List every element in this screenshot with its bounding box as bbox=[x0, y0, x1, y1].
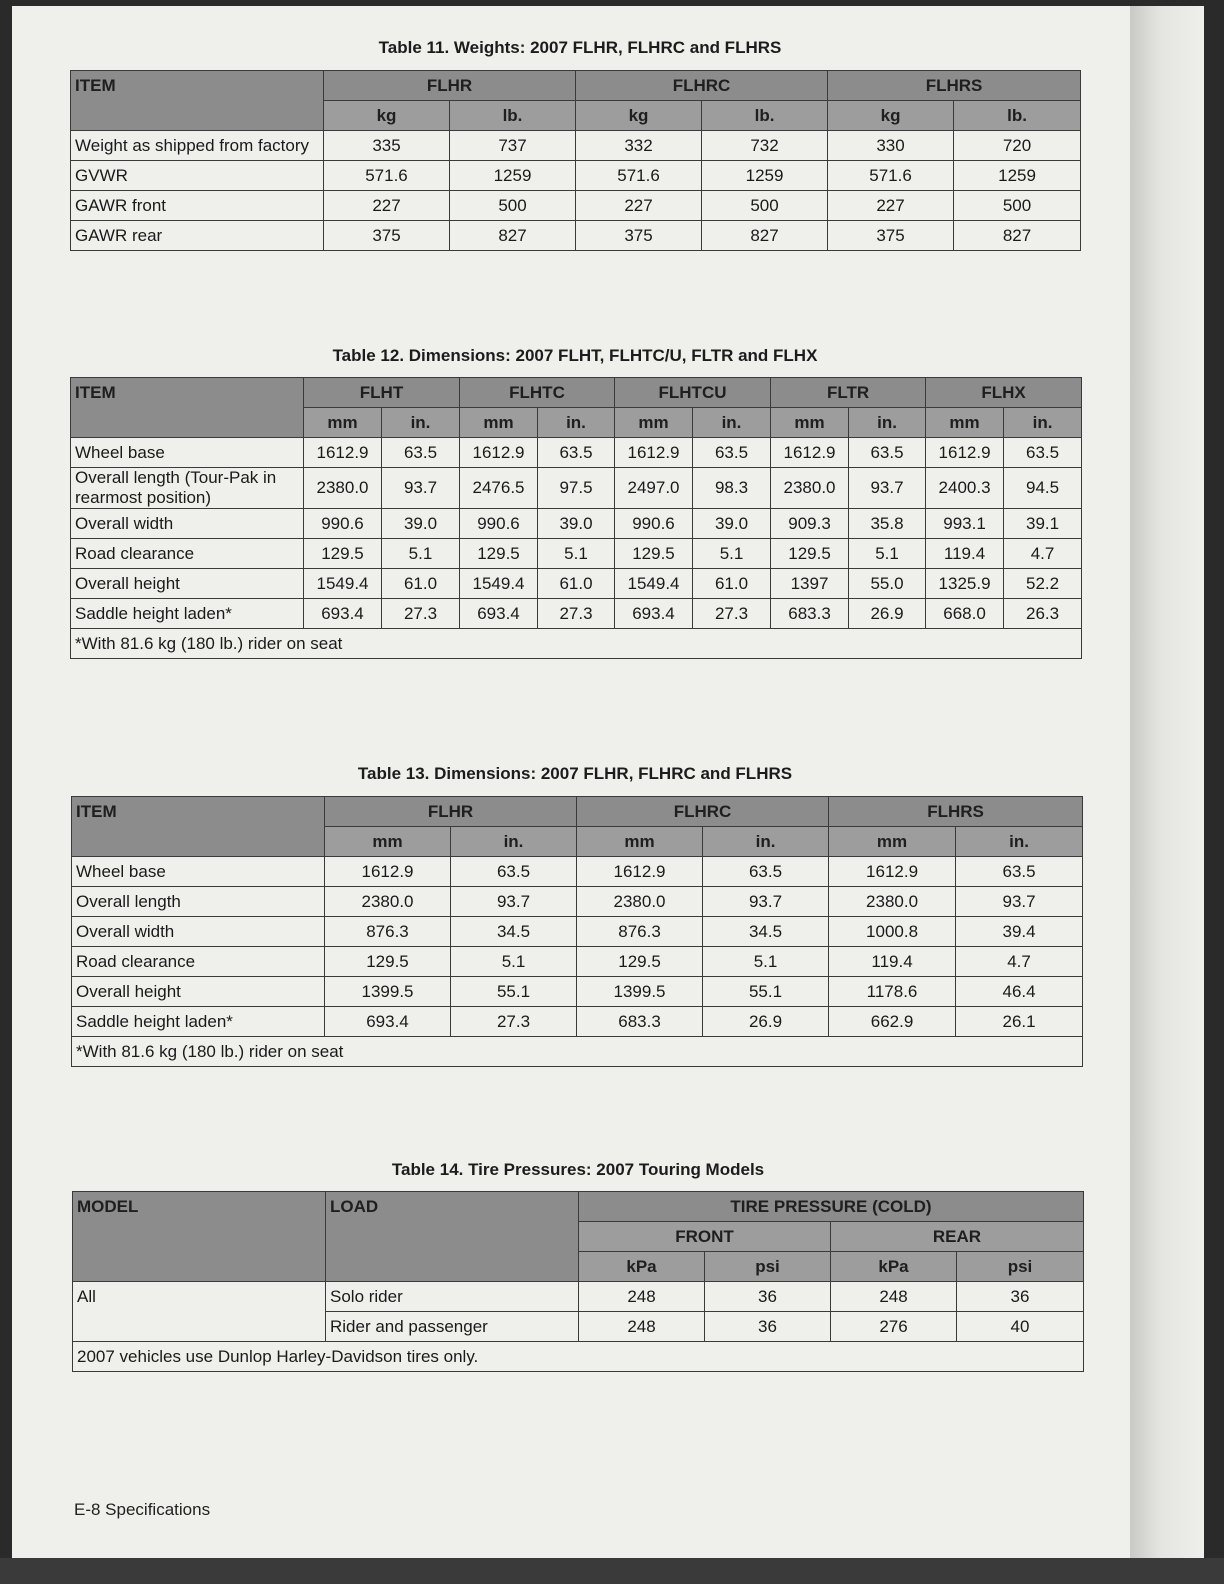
value-cell: 1399.5 bbox=[577, 977, 703, 1007]
value-cell: 2380.0 bbox=[829, 887, 956, 917]
value-cell: 5.1 bbox=[382, 539, 460, 569]
value-cell: 332 bbox=[576, 131, 702, 161]
value-cell: 61.0 bbox=[693, 569, 771, 599]
table-row bbox=[71, 131, 1081, 161]
row-item-label: Wheel base bbox=[71, 438, 304, 468]
rear-header: REAR bbox=[831, 1222, 1084, 1252]
value-cell: 55.0 bbox=[849, 569, 926, 599]
value-cell: 876.3 bbox=[325, 917, 451, 947]
table11-caption: Table 11. Weights: 2007 FLHR, FLHRC and FLHRS bbox=[378, 38, 782, 57]
value-cell: 571.6 bbox=[576, 161, 702, 191]
value-cell: 93.7 bbox=[451, 887, 577, 917]
value-cell: 39.0 bbox=[693, 509, 771, 539]
value-cell: 571.6 bbox=[324, 161, 450, 191]
value-cell: 662.9 bbox=[829, 1007, 956, 1037]
value-cell: 1612.9 bbox=[771, 438, 849, 468]
value-cell: 46.4 bbox=[956, 977, 1083, 1007]
unit-header: lb. bbox=[954, 101, 1081, 131]
value-cell: 26.9 bbox=[703, 1007, 829, 1037]
value-cell: 39.4 bbox=[956, 917, 1083, 947]
value-cell: 63.5 bbox=[703, 857, 829, 887]
value-cell: 693.4 bbox=[325, 1007, 451, 1037]
value-cell: 26.9 bbox=[849, 599, 926, 629]
model-header: FLTR bbox=[771, 378, 926, 408]
unit-header: mm bbox=[577, 827, 703, 857]
value-cell: 39.1 bbox=[1004, 509, 1082, 539]
value-cell: 129.5 bbox=[325, 947, 451, 977]
table-row bbox=[71, 161, 1081, 191]
value-cell: 330 bbox=[828, 131, 954, 161]
value-cell: 909.3 bbox=[771, 509, 849, 539]
table-row bbox=[72, 917, 1083, 947]
value-cell: 500 bbox=[450, 191, 576, 221]
value-cell: 1325.9 bbox=[926, 569, 1004, 599]
unit-header: in. bbox=[538, 408, 615, 438]
unit-header: lb. bbox=[702, 101, 828, 131]
value-cell: 1612.9 bbox=[926, 438, 1004, 468]
row-item-label: Overall length bbox=[72, 887, 325, 917]
value-cell: 63.5 bbox=[538, 438, 615, 468]
item-header: ITEM bbox=[72, 797, 325, 857]
value-cell: 63.5 bbox=[1004, 438, 1082, 468]
value-cell: 129.5 bbox=[304, 539, 382, 569]
value-cell: 990.6 bbox=[615, 509, 693, 539]
value-cell: 737 bbox=[450, 131, 576, 161]
value-cell: 26.1 bbox=[956, 1007, 1083, 1037]
model-header: FLHRC bbox=[577, 797, 829, 827]
tire-pressure-header: TIRE PRESSURE (COLD) bbox=[579, 1192, 1084, 1222]
table13 bbox=[71, 796, 1083, 1067]
value-cell: 63.5 bbox=[693, 438, 771, 468]
value-cell: 93.7 bbox=[956, 887, 1083, 917]
value-cell: 52.2 bbox=[1004, 569, 1082, 599]
unit-header: kg bbox=[324, 101, 450, 131]
unit-header: mm bbox=[615, 408, 693, 438]
unit-header: mm bbox=[460, 408, 538, 438]
value-cell: 63.5 bbox=[956, 857, 1083, 887]
table13-caption: Table 13. Dimensions: 2007 FLHR, FLHRC and FLHRS bbox=[357, 764, 793, 783]
value-cell: 1259 bbox=[954, 161, 1081, 191]
load-cell: Rider and passenger bbox=[326, 1312, 579, 1342]
value-cell: 375 bbox=[324, 221, 450, 251]
page-footer: E-8 Specifications bbox=[74, 1500, 211, 1519]
table-row bbox=[71, 569, 1082, 599]
value-cell: 1612.9 bbox=[577, 857, 703, 887]
value-cell: 1259 bbox=[702, 161, 828, 191]
row-item-label: GAWR rear bbox=[71, 221, 324, 251]
pressure-cell: 276 bbox=[831, 1312, 957, 1342]
value-cell: 2497.0 bbox=[615, 468, 693, 509]
value-cell: 93.7 bbox=[849, 468, 926, 509]
table12-footnote: *With 81.6 kg (180 lb.) rider on seat bbox=[71, 629, 1082, 659]
value-cell: 1397 bbox=[771, 569, 849, 599]
row-item-label: Overall length (Tour-Pak in rearmost position) bbox=[71, 468, 304, 509]
value-cell: 1399.5 bbox=[325, 977, 451, 1007]
value-cell: 2380.0 bbox=[771, 468, 849, 509]
value-cell: 27.3 bbox=[451, 1007, 577, 1037]
unit-header: lb. bbox=[450, 101, 576, 131]
value-cell: 990.6 bbox=[460, 509, 538, 539]
value-cell: 683.3 bbox=[577, 1007, 703, 1037]
value-cell: 93.7 bbox=[703, 887, 829, 917]
unit-header: in. bbox=[849, 408, 926, 438]
table13-footnote: *With 81.6 kg (180 lb.) rider on seat bbox=[72, 1037, 1083, 1067]
unit-header: mm bbox=[325, 827, 451, 857]
value-cell: 63.5 bbox=[451, 857, 577, 887]
value-cell: 94.5 bbox=[1004, 468, 1082, 509]
value-cell: 876.3 bbox=[577, 917, 703, 947]
front-header: FRONT bbox=[579, 1222, 831, 1252]
value-cell: 1612.9 bbox=[304, 438, 382, 468]
value-cell: 93.7 bbox=[382, 468, 460, 509]
value-cell: 55.1 bbox=[703, 977, 829, 1007]
model-header: FLHT bbox=[304, 378, 460, 408]
value-cell: 27.3 bbox=[382, 599, 460, 629]
unit-header: mm bbox=[926, 408, 1004, 438]
table-row bbox=[71, 599, 1082, 629]
pressure-cell: 248 bbox=[579, 1312, 705, 1342]
pressure-cell: 36 bbox=[705, 1282, 831, 1312]
value-cell: 61.0 bbox=[382, 569, 460, 599]
value-cell: 129.5 bbox=[577, 947, 703, 977]
value-cell: 1612.9 bbox=[615, 438, 693, 468]
value-cell: 1612.9 bbox=[829, 857, 956, 887]
item-header: ITEM bbox=[71, 71, 324, 131]
unit-header: in. bbox=[382, 408, 460, 438]
row-item-label: Overall height bbox=[71, 569, 304, 599]
unit-header: in. bbox=[451, 827, 577, 857]
model-header: FLHTCU bbox=[615, 378, 771, 408]
pressure-cell: 36 bbox=[957, 1282, 1084, 1312]
value-cell: 2380.0 bbox=[577, 887, 703, 917]
value-cell: 1259 bbox=[450, 161, 576, 191]
value-cell: 1549.4 bbox=[460, 569, 538, 599]
table14 bbox=[72, 1191, 1084, 1372]
value-cell: 55.1 bbox=[451, 977, 577, 1007]
value-cell: 61.0 bbox=[538, 569, 615, 599]
value-cell: 827 bbox=[954, 221, 1081, 251]
table-row bbox=[72, 977, 1083, 1007]
value-cell: 129.5 bbox=[460, 539, 538, 569]
table12-caption: Table 12. Dimensions: 2007 FLHT, FLHTC/U, FLTR and FLHX bbox=[332, 346, 818, 365]
row-item-label: Road clearance bbox=[71, 539, 304, 569]
unit-header: psi bbox=[957, 1252, 1084, 1282]
value-cell: 571.6 bbox=[828, 161, 954, 191]
unit-header: kg bbox=[576, 101, 702, 131]
row-item-label: Overall height bbox=[72, 977, 325, 1007]
table-row bbox=[71, 468, 1082, 509]
item-header: ITEM bbox=[71, 378, 304, 438]
row-item-label: GVWR bbox=[71, 161, 324, 191]
unit-header: kPa bbox=[579, 1252, 705, 1282]
value-cell: 720 bbox=[954, 131, 1081, 161]
table-row bbox=[71, 539, 1082, 569]
value-cell: 5.1 bbox=[849, 539, 926, 569]
model-header: FLHR bbox=[325, 797, 577, 827]
value-cell: 4.7 bbox=[1004, 539, 1082, 569]
value-cell: 693.4 bbox=[304, 599, 382, 629]
unit-header: in. bbox=[703, 827, 829, 857]
table-row bbox=[71, 438, 1082, 468]
row-item-label: Road clearance bbox=[72, 947, 325, 977]
value-cell: 693.4 bbox=[615, 599, 693, 629]
value-cell: 34.5 bbox=[703, 917, 829, 947]
value-cell: 227 bbox=[576, 191, 702, 221]
value-cell: 990.6 bbox=[304, 509, 382, 539]
table-row bbox=[72, 1007, 1083, 1037]
row-item-label: Weight as shipped from factory bbox=[71, 131, 324, 161]
load-header: LOAD bbox=[326, 1192, 579, 1282]
unit-header: psi bbox=[705, 1252, 831, 1282]
model-header: FLHRC bbox=[576, 71, 828, 101]
value-cell: 27.3 bbox=[538, 599, 615, 629]
value-cell: 335 bbox=[324, 131, 450, 161]
value-cell: 375 bbox=[576, 221, 702, 251]
model-header: FLHR bbox=[324, 71, 576, 101]
value-cell: 39.0 bbox=[538, 509, 615, 539]
value-cell: 119.4 bbox=[926, 539, 1004, 569]
value-cell: 1612.9 bbox=[325, 857, 451, 887]
value-cell: 129.5 bbox=[615, 539, 693, 569]
table14-caption: Table 14. Tire Pressures: 2007 Touring Models bbox=[391, 1160, 765, 1179]
value-cell: 5.1 bbox=[693, 539, 771, 569]
row-item-label: Overall width bbox=[71, 509, 304, 539]
unit-header: mm bbox=[304, 408, 382, 438]
value-cell: 5.1 bbox=[703, 947, 829, 977]
table-row bbox=[71, 221, 1081, 251]
model-header: FLHTC bbox=[460, 378, 615, 408]
value-cell: 1549.4 bbox=[615, 569, 693, 599]
model-header: FLHRS bbox=[829, 797, 1083, 827]
model-cell: All bbox=[73, 1282, 326, 1342]
value-cell: 668.0 bbox=[926, 599, 1004, 629]
value-cell: 375 bbox=[828, 221, 954, 251]
value-cell: 2380.0 bbox=[304, 468, 382, 509]
model-header: FLHRS bbox=[828, 71, 1081, 101]
load-cell: Solo rider bbox=[326, 1282, 579, 1312]
value-cell: 35.8 bbox=[849, 509, 926, 539]
value-cell: 26.3 bbox=[1004, 599, 1082, 629]
value-cell: 34.5 bbox=[451, 917, 577, 947]
value-cell: 827 bbox=[450, 221, 576, 251]
model-header: MODEL bbox=[73, 1192, 326, 1282]
value-cell: 39.0 bbox=[382, 509, 460, 539]
table-row bbox=[72, 887, 1083, 917]
value-cell: 732 bbox=[702, 131, 828, 161]
value-cell: 500 bbox=[702, 191, 828, 221]
value-cell: 2380.0 bbox=[325, 887, 451, 917]
unit-header: in. bbox=[1004, 408, 1082, 438]
value-cell: 227 bbox=[828, 191, 954, 221]
value-cell: 5.1 bbox=[451, 947, 577, 977]
unit-header: mm bbox=[771, 408, 849, 438]
scan-bottom-edge bbox=[0, 1558, 1224, 1584]
table12 bbox=[70, 377, 1082, 659]
value-cell: 97.5 bbox=[538, 468, 615, 509]
value-cell: 1549.4 bbox=[304, 569, 382, 599]
pressure-cell: 36 bbox=[705, 1312, 831, 1342]
value-cell: 2476.5 bbox=[460, 468, 538, 509]
value-cell: 827 bbox=[702, 221, 828, 251]
value-cell: 129.5 bbox=[771, 539, 849, 569]
pressure-cell: 248 bbox=[579, 1282, 705, 1312]
table11 bbox=[70, 70, 1081, 251]
unit-header: mm bbox=[829, 827, 956, 857]
row-item-label: Saddle height laden* bbox=[72, 1007, 325, 1037]
value-cell: 693.4 bbox=[460, 599, 538, 629]
table-row bbox=[71, 191, 1081, 221]
row-item-label: Wheel base bbox=[72, 857, 325, 887]
value-cell: 227 bbox=[324, 191, 450, 221]
value-cell: 683.3 bbox=[771, 599, 849, 629]
value-cell: 1178.6 bbox=[829, 977, 956, 1007]
value-cell: 993.1 bbox=[926, 509, 1004, 539]
unit-header: in. bbox=[693, 408, 771, 438]
value-cell: 2400.3 bbox=[926, 468, 1004, 509]
value-cell: 1000.8 bbox=[829, 917, 956, 947]
model-header: FLHX bbox=[926, 378, 1082, 408]
value-cell: 1612.9 bbox=[460, 438, 538, 468]
value-cell: 119.4 bbox=[829, 947, 956, 977]
value-cell: 500 bbox=[954, 191, 1081, 221]
row-item-label: Overall width bbox=[72, 917, 325, 947]
value-cell: 27.3 bbox=[693, 599, 771, 629]
row-item-label: GAWR front bbox=[71, 191, 324, 221]
unit-header: kg bbox=[828, 101, 954, 131]
value-cell: 98.3 bbox=[693, 468, 771, 509]
value-cell: 5.1 bbox=[538, 539, 615, 569]
table-row bbox=[72, 947, 1083, 977]
row-item-label: Saddle height laden* bbox=[71, 599, 304, 629]
value-cell: 63.5 bbox=[849, 438, 926, 468]
unit-header: in. bbox=[956, 827, 1083, 857]
unit-header: kPa bbox=[831, 1252, 957, 1282]
pressure-cell: 248 bbox=[831, 1282, 957, 1312]
pressure-cell: 40 bbox=[957, 1312, 1084, 1342]
table-row bbox=[71, 509, 1082, 539]
table-row bbox=[72, 857, 1083, 887]
value-cell: 4.7 bbox=[956, 947, 1083, 977]
table14-footnote: 2007 vehicles use Dunlop Harley-Davidson tires only. bbox=[73, 1342, 1084, 1372]
value-cell: 63.5 bbox=[382, 438, 460, 468]
